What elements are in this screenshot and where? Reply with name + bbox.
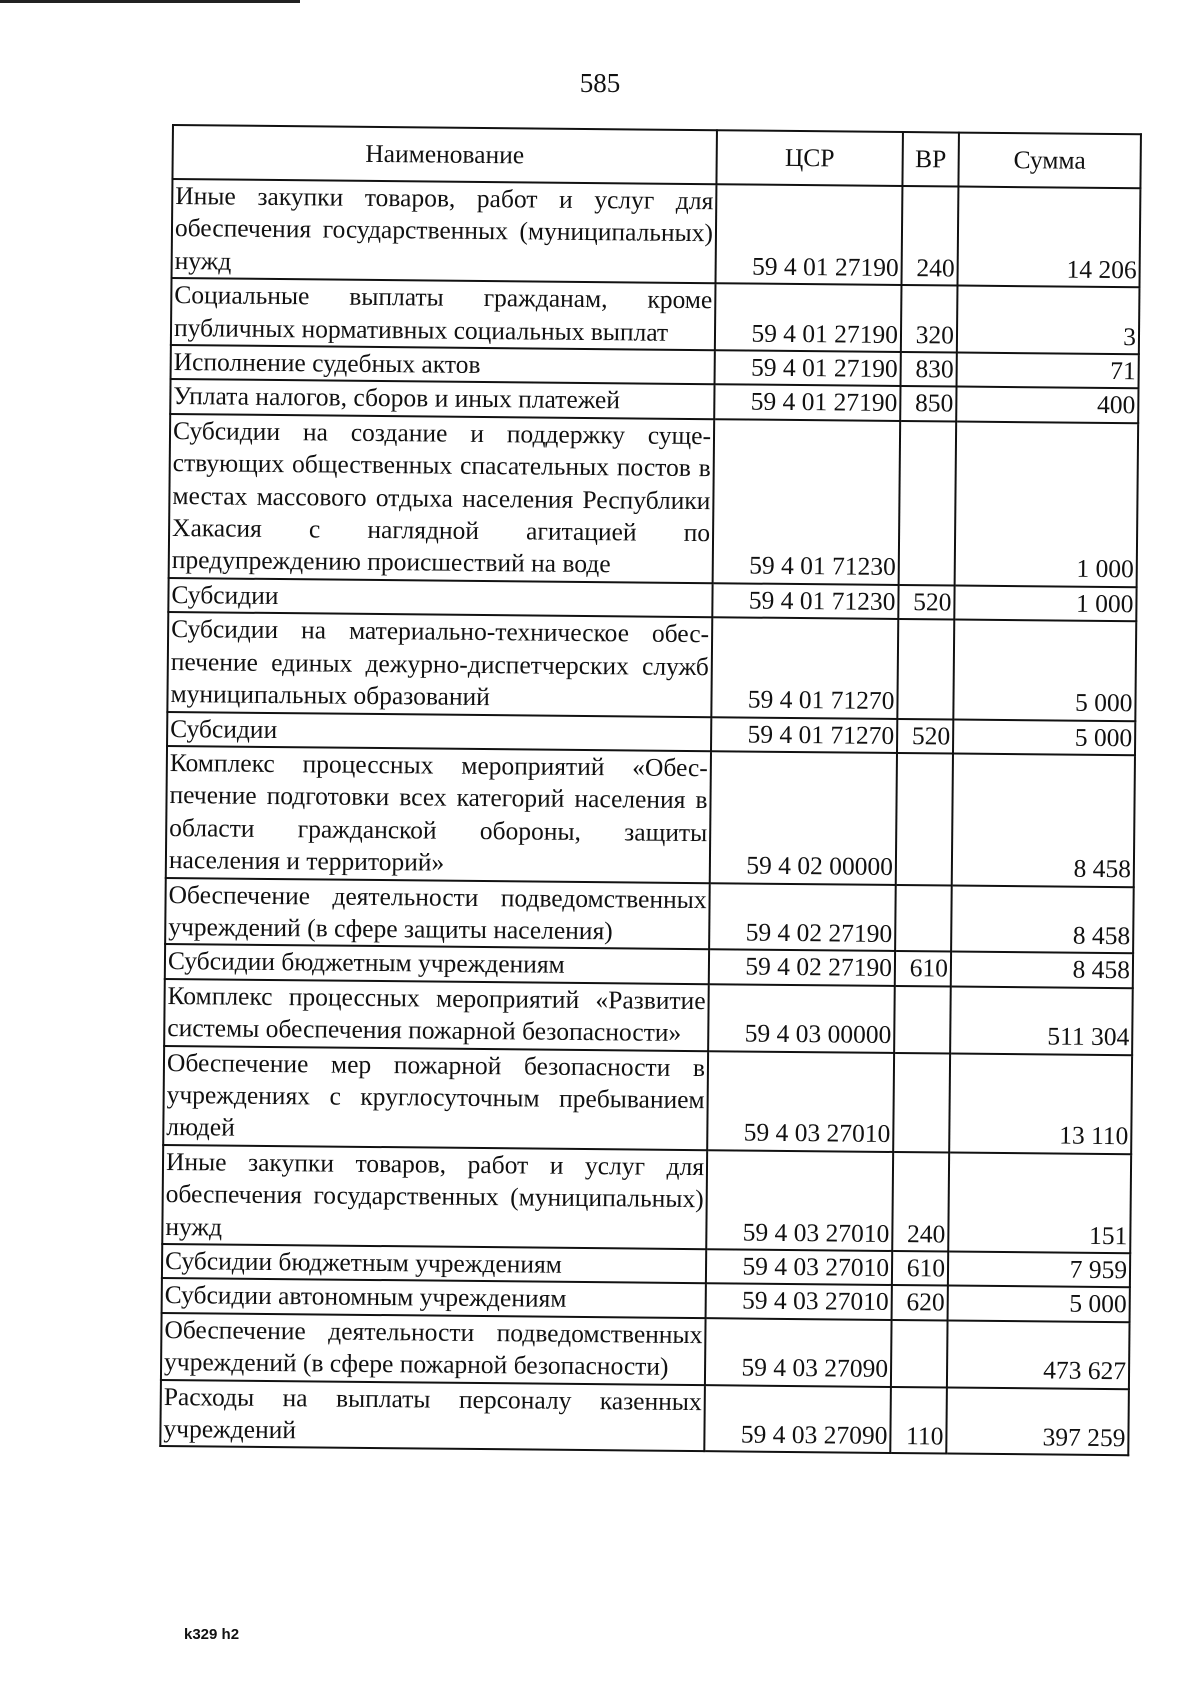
table-body [160, 179, 1140, 1456]
table-row [171, 278, 1140, 354]
row-sum: 1 000 [955, 421, 1139, 587]
page-number: 585 [579, 68, 621, 98]
row-name: Комплекс процессных мероприятий «Развитие системы обеспечения пожарной безопасности» [164, 979, 709, 1051]
row-name: Субсидии [167, 711, 711, 751]
table-row [161, 1313, 1130, 1389]
row-sum: 71 [957, 353, 1139, 389]
row-name: Субсидии бюджетным учреждениям [165, 944, 709, 984]
table-row [165, 878, 1134, 954]
row-vr [895, 885, 952, 952]
row-csr: 59 4 03 00000 [708, 984, 895, 1053]
row-csr: 59 4 01 71230 [712, 583, 898, 619]
row-vr: 830 [901, 352, 957, 387]
row-csr: 59 4 03 27090 [704, 1385, 891, 1454]
row-sum: 8 458 [952, 753, 1135, 886]
table-row [166, 746, 1135, 887]
row-csr: 59 4 01 27190 [714, 385, 900, 421]
footer-code: k329 h2 [184, 1626, 240, 1643]
row-name: Уплата налогов, сборов и иных платежей [170, 379, 714, 419]
row-sum: 1 000 [954, 585, 1136, 621]
row-name: Обеспечение деятельности подведомственных учреждений (в сфере защиты населения) [165, 878, 710, 950]
row-vr [897, 619, 954, 719]
row-name: Иные закупки товаров, работ и услуг для обеспечения государственных (муниципальных) нужд [172, 179, 717, 283]
budget-table [159, 124, 1142, 1457]
table-row [160, 1380, 1129, 1456]
header-vr: ВР [902, 132, 959, 187]
row-csr: 59 4 01 71270 [711, 717, 897, 753]
row-sum: 7 959 [948, 1252, 1130, 1288]
row-vr: 620 [892, 1285, 948, 1320]
row-vr: 850 [900, 386, 956, 421]
row-vr [891, 1320, 948, 1387]
row-csr: 59 4 02 27190 [709, 883, 896, 952]
row-vr [894, 986, 951, 1053]
row-sum: 5 000 [953, 719, 1135, 755]
header-name: Наименование [172, 125, 716, 184]
row-csr: 59 4 03 27010 [706, 1284, 892, 1320]
row-name: Исполнение судебных актов [171, 345, 715, 385]
header-csr: ЦСР [716, 130, 903, 186]
row-name: Субсидии [168, 578, 712, 618]
row-csr: 59 4 01 27190 [715, 283, 902, 352]
row-csr: 59 4 01 71230 [713, 419, 901, 585]
row-sum: 3 [957, 286, 1140, 355]
row-csr: 59 4 03 27010 [706, 1150, 893, 1251]
row-vr: 240 [901, 186, 958, 286]
scan-edge-line [0, 0, 300, 3]
row-csr: 59 4 01 71270 [711, 617, 898, 718]
row-sum: 8 458 [951, 885, 1134, 954]
row-csr: 59 4 03 27010 [706, 1249, 892, 1285]
row-sum: 5 000 [953, 620, 1136, 721]
row-name: Комплекс процессных мероприятий «Обеспечение подготовки всех категорий населения в области гражданской обороны, защиты населения и территорий» [166, 746, 711, 883]
table-row [164, 979, 1133, 1055]
row-vr: 240 [892, 1152, 949, 1252]
row-vr [893, 1053, 950, 1153]
table-header-row [172, 125, 1140, 188]
row-name: Обеспечение деятельности подведомственных учреждений (в сфере пожарной безопасности) [161, 1313, 706, 1385]
table-row [169, 414, 1139, 587]
row-csr: 59 4 01 27190 [715, 184, 902, 285]
row-vr [899, 421, 957, 586]
row-vr: 520 [898, 585, 954, 620]
row-name: Социальные выплаты гражданам, кроме публичных нормативных социальных выплат [171, 278, 716, 350]
row-sum: 5 000 [948, 1286, 1130, 1322]
row-sum: 13 110 [949, 1053, 1132, 1154]
table-row [162, 1145, 1131, 1254]
row-sum: 511 304 [950, 986, 1133, 1055]
row-name: Расходы на выплаты персоналу казенных учреждений [160, 1380, 705, 1452]
row-sum: 14 206 [957, 187, 1140, 288]
row-name: Субсидии на создание и поддержку существующих общественных спасательных постов в местах массового отдыха населения Республики Хакасия с наглядной агитацией по предупреждению происшествий на воде [169, 414, 715, 583]
header-sum: Сумма [958, 133, 1141, 189]
table-row [172, 179, 1141, 288]
row-sum: 400 [956, 387, 1138, 423]
row-csr: 59 4 02 00000 [710, 751, 897, 884]
row-name: Обеспечение мер пожарной безопасности в учреждениях с круглосуточным пребыванием людей [163, 1046, 708, 1150]
row-csr: 59 4 03 27010 [707, 1051, 894, 1152]
row-csr: 59 4 02 27190 [709, 950, 895, 986]
row-vr: 110 [890, 1387, 947, 1454]
row-vr [896, 753, 953, 885]
row-name: Субсидии на материально-техническое обеспечение единых дежурно-диспетчерских служб муниципальных образований [167, 612, 712, 716]
row-name: Субсидии автономным учреждениям [162, 1278, 706, 1318]
row-vr: 520 [897, 718, 953, 753]
row-vr: 610 [892, 1251, 948, 1286]
row-sum: 8 458 [951, 952, 1133, 988]
table-row [167, 612, 1136, 721]
row-vr: 610 [895, 951, 951, 986]
row-vr: 320 [901, 285, 958, 352]
row-csr: 59 4 01 27190 [715, 350, 901, 386]
table-row [163, 1046, 1132, 1155]
row-sum: 473 627 [947, 1320, 1130, 1389]
row-name: Иные закупки товаров, работ и услуг для обеспечения государственных (муниципальных) нужд [162, 1145, 707, 1249]
row-sum: 151 [948, 1152, 1131, 1253]
row-sum: 397 259 [946, 1387, 1129, 1456]
row-csr: 59 4 03 27090 [705, 1318, 892, 1387]
row-name: Субсидии бюджетным учреждениям [162, 1244, 706, 1284]
